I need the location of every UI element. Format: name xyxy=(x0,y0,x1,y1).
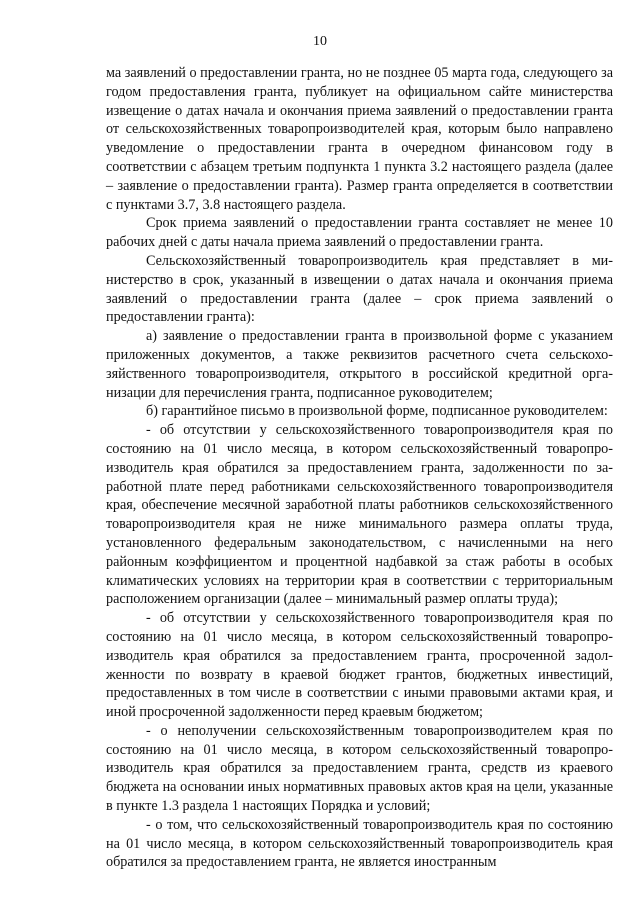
paragraph: Сельскохозяйственный товаропроизводитель края представляет в министерство в срок, указанный в извещении о датах начала и окончания приема заявлений о предоставлении гранта (далее – срок приема заявлений о предоставлении гранта): xyxy=(106,252,613,326)
paragraph: а) заявление о предоставлении гранта в произвольной форме с указанием приложенных документов, а также реквизитов расчетного счета сельскохозяйственного товаропроизводителя, открытого в российской кредитной организации для перечисления гранта, подписанное руководителем; xyxy=(106,328,613,401)
paragraph: ма заявлений о предоставлении гранта, но не позднее 05 марта года, следующего за годом предоставления гранта, публикует на официальном сайте министерства извещение о датах начала и окончания приема заявлений о предоставлении гранта от сельскохозяйственных товаропроизводителей края, которым было направлено уведомление о предоставлении гранта в очередном финансовом году в соответствии с абзацем третьим подпункта 1 пункта 3.2 настоящего раздела (далее – заявление о предоставлении гранта). Размер гранта определяется в соответствии с пунктами 3.7, 3.8 настоящего раздела. xyxy=(106,65,613,213)
paragraph: - о том, что сельскохозяйственный товаропроизводитель края по состоянию на 01 число месяца, в котором сельскохозяйственный товаропроизводитель края обратился за предоставлением гранта, не является иностранным xyxy=(106,816,613,871)
paragraph: б) гарантийное письмо в произвольной форме, подписанное руководителем: xyxy=(146,403,608,420)
document-body xyxy=(106,64,613,872)
paragraph: - о неполучении сельскохозяйственным товаропроизводителем края по состоянию на 01 число месяца, в котором сельскохозяйственный товаропроизводитель края обратился за предоставлением гранта, средств из краевого бюджета на основании иных нормативных правовых актов края на цели, указанные в пункте 1.3 раздела 1 настоящих Порядка и условий; xyxy=(106,722,613,815)
paragraph: - об отсутствии у сельскохозяйственного товаропроизводителя края по состоянию на 01 число месяца, в котором сельскохозяйственный товаропроизводитель края обратился за предоставлением гранта, просроченной задолженности по возврату в краевой бюджет грантов, бюджетных инвестиций, предоставленных в том числе в соответствии с иными правовыми актами края, и иной просроченной задолженности перед краевым бюджетом; xyxy=(106,610,613,721)
paragraph: Срок приема заявлений о предоставлении гранта составляет не менее 10 рабочих дней с даты начала приема заявлений о предоставлении гранта. xyxy=(106,215,613,251)
page-number: 10 xyxy=(313,34,327,49)
paragraph: - об отсутствии у сельскохозяйственного товаропроизводителя края по состоянию на 01 число месяца, в котором сельскохозяйственный товаропроизводитель края обратился за предоставлением гранта, задолженности по заработной плате перед работниками сельскохозяйственного товаропроизводителя края, обеспечение месячной заработной платы работников сельскохозяйственного товаропроизводителя края не ниже минимального размера оплаты труда, установленного федеральным законодательством, с начисленными на него районным коэффициентом и процентной надбавкой за стаж работы в особых климатических условиях на территории края в соответствии с территориальным расположением организации (далее – минимальный размер оплаты труда); xyxy=(106,422,613,608)
